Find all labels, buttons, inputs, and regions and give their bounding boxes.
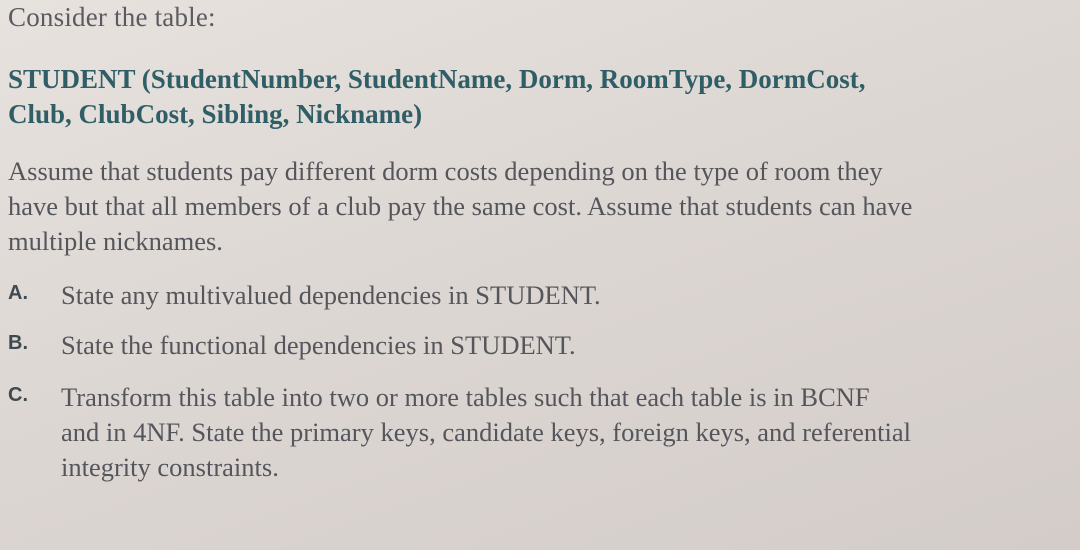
schema-line: Club, ClubCost, Sibling, Nickname) [8, 99, 423, 129]
schema-line: STUDENT (StudentNumber, StudentName, Dorm, RoomType, DormCost, [8, 64, 866, 94]
description-line: Assume that students pay different dorm costs depending on the type of room they [8, 156, 883, 186]
question-letter: A. [8, 282, 28, 304]
question-line: State any multivalued dependencies in STUDENT. [61, 280, 601, 310]
problem-description [8, 154, 1058, 259]
question-text [61, 278, 1051, 313]
relation-schema [8, 62, 1048, 132]
question-line: and in 4NF. State the primary keys, candidate keys, foreign keys, and referential [61, 417, 912, 447]
question-line: Transform this table into two or more tables such that each table is in BCNF [61, 382, 870, 412]
question-text [61, 328, 1051, 363]
description-line: have but that all members of a club pay the same cost. Assume that students can have [8, 191, 913, 221]
question-line: integrity constraints. [61, 452, 279, 482]
intro-text: Consider the table: [8, 2, 216, 32]
question-letter: C. [8, 384, 28, 406]
question-letter: B. [8, 332, 28, 354]
question-line: State the functional dependencies in STUDENT. [61, 330, 576, 360]
question-text [61, 380, 1051, 485]
description-line: multiple nicknames. [8, 226, 223, 256]
